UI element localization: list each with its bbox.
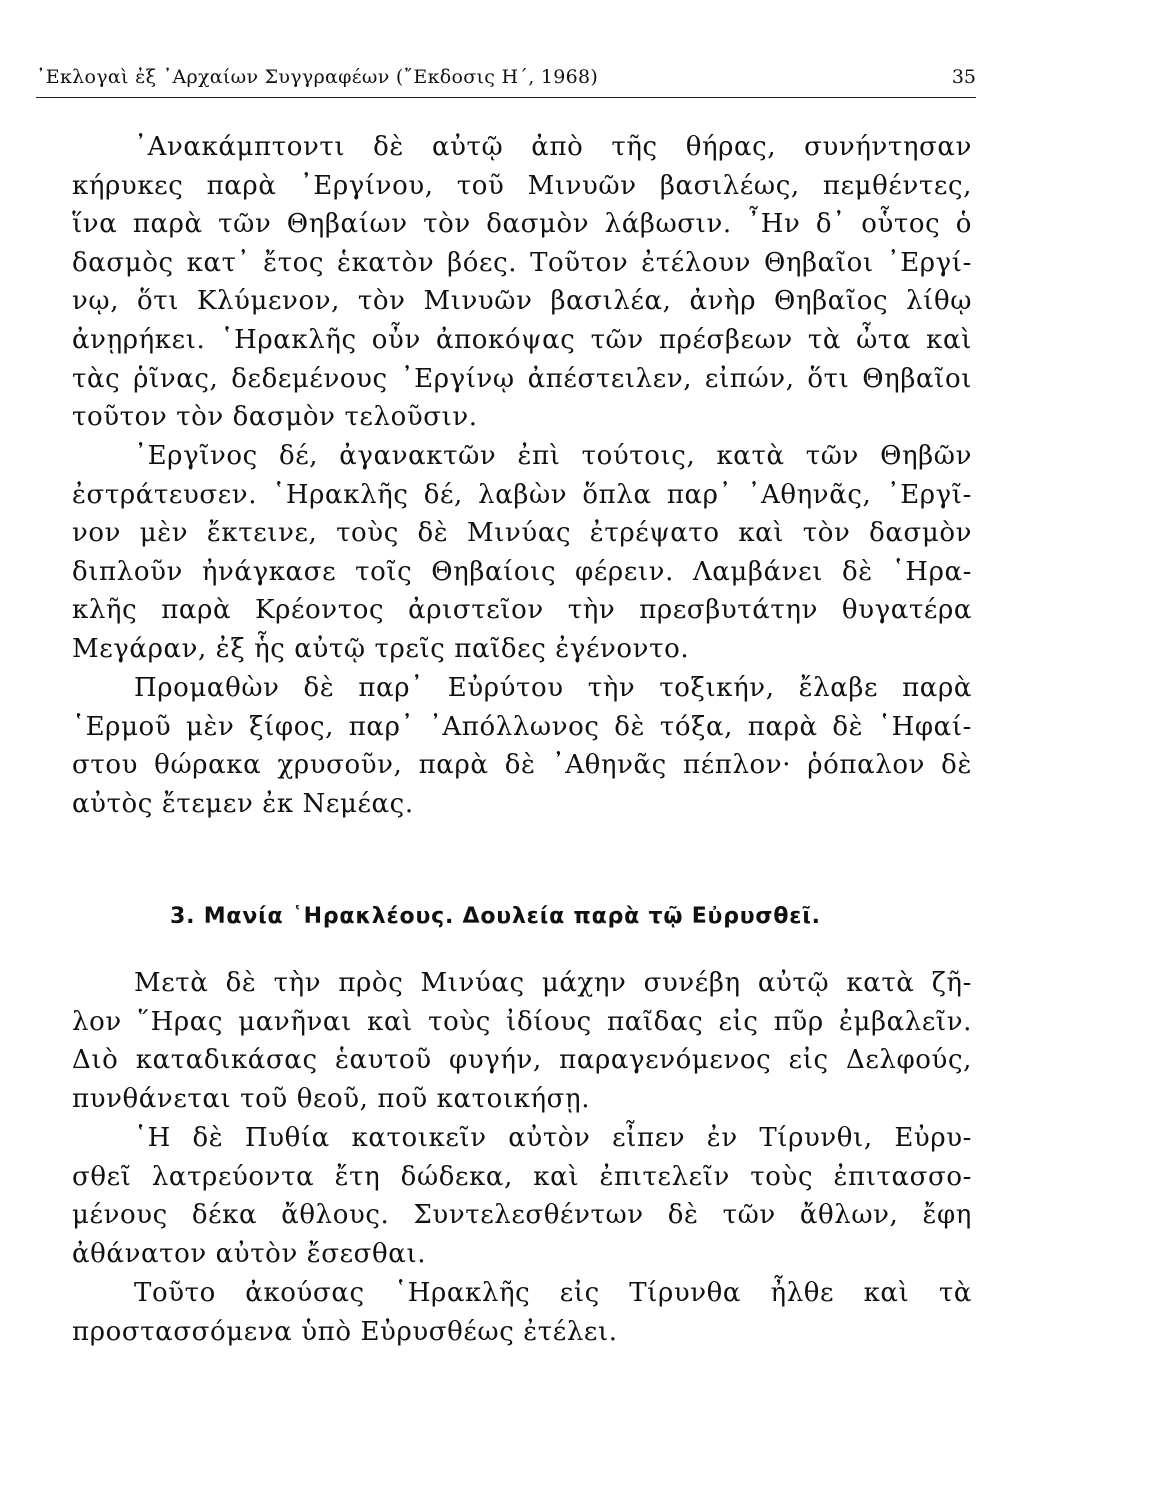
text-line: διπλοῦν ἠνάγκασε τοῖς Θηβαίοις φέρειν. Λαμβάνει δὲ ῾Ηρα- <box>72 556 972 587</box>
text-line: λον ῞Ηρας μανῆναι καὶ τοὺς ἰδίους παῖδας εἰς πῦρ ἐμβαλεῖν. <box>72 1006 972 1037</box>
text-line: Τοῦτο ἀκούσας ῾Ηρακλῆς εἰς Τίρυνθα ἦλθε καὶ τὰ <box>134 1278 972 1308</box>
text-line: νῳ, ὅτι Κλύμενον, τὸν Μινυῶν βασιλέα, ἀνὴρ Θηβαῖος λίθῳ <box>72 286 972 317</box>
text-line: στου θώρακα χρυσοῦν, παρὰ δὲ ᾿Αθηνᾶς πέπλον· ῥόπαλον δὲ <box>72 750 972 781</box>
text-line: Μεγάραν, ἐξ ἧς αὐτῷ τρεῖς παῖδες ἐγένοντο. <box>72 633 690 664</box>
text-line: ἐστράτευσεν. ῾Ηρακλῆς δέ, λαβὼν ὅπλα παρ᾿ ᾿Αθηνᾶς, ᾿Εργῖ- <box>72 479 972 510</box>
paragraph-2 <box>72 437 972 669</box>
running-header <box>36 60 976 96</box>
text-line: νον μὲν ἔκτεινε, τοὺς δὲ Μινύας ἐτρέψατο καὶ τὸν δασμὸν <box>72 518 972 549</box>
paragraph-4 <box>72 964 972 1118</box>
text-line: ῾Ερμοῦ μὲν ξίφος, παρ᾿ ᾿Απόλλωνος δὲ τόξα, παρὰ δὲ ῾Ηφαί- <box>72 711 972 742</box>
text-line: πυνθάνεται τοῦ θεοῦ, ποῦ κατοικήσῃ. <box>72 1083 591 1114</box>
text-line: Διὸ καταδικάσας ἑαυτοῦ φυγήν, παραγενόμενος εἰς Δελφούς, <box>72 1045 972 1076</box>
text-line: προστασσόμενα ὑπὸ Εὐρυσθέως ἐτέλει. <box>72 1316 618 1347</box>
text-line: μένους δέκα ἄθλους. Συντελεσθέντων δὲ τῶν ἄθλων, ἔφη <box>72 1200 972 1231</box>
text-line: αὐτὸς ἔτεμεν ἐκ Νεμέας. <box>72 788 414 819</box>
running-title: ᾿Εκλογαὶ ἐξ ᾿Αρχαίων Συγγραφέων (῎Εκδοσις Η΄, 1968) <box>36 66 599 88</box>
text-line: ῾Η δὲ Πυθία κατοικεῖν αὐτὸν εἶπεν ἐν Τίρυνθι, Εὐρυ- <box>134 1123 972 1153</box>
paragraph-6 <box>72 1274 972 1351</box>
text-line: Μετὰ δὲ τὴν πρὸς Μινύας μάχην συνέβη αὐτῷ κατὰ ζῆ- <box>134 968 972 998</box>
text-line: δασμὸς κατ᾿ ἔτος ἑκατὸν βόες. Τοῦτον ἐτέλουν Θηβαῖοι ᾿Εργί- <box>72 247 972 278</box>
text-line: ἀθάνατον αὐτὸν ἔσεσθαι. <box>72 1238 427 1269</box>
header-rule <box>36 97 976 98</box>
paragraph-3 <box>72 669 972 823</box>
text-line: κήρυκες παρὰ ᾿Εργίνου, τοῦ Μινυῶν βασιλέως, πεμθέντες, <box>72 170 972 201</box>
paragraph-1 <box>72 128 972 437</box>
text-line: τοῦτον τὸν δασμὸν τελοῦσιν. <box>72 402 478 433</box>
text-line: κλῆς παρὰ Κρέοντος ἀριστεῖον τὴν πρεσβυτάτην θυγατέρα <box>72 595 972 626</box>
page-number: 35 <box>951 66 976 88</box>
section-heading: 3. Μανία ῾Ηρακλέους. Δουλεία παρὰ τῷ Εὐρυσθεῖ. <box>170 904 821 929</box>
text-line: σθεῖ λατρεύοντα ἔτη δώδεκα, καὶ ἐπιτελεῖν τοὺς ἐπιτασσο- <box>72 1161 972 1192</box>
text-line: ἵνα παρὰ τῶν Θηβαίων τὸν δασμὸν λάβωσιν. ῏Ην δ᾿ οὗτος ὁ <box>72 209 972 240</box>
text-line: ᾿Ανακάμπτοντι δὲ αὐτῷ ἀπὸ τῆς θήρας, συνήντησαν <box>134 132 972 162</box>
text-line: Προμαθὼν δὲ παρ᾿ Εὐρύτου τὴν τοξικήν, ἔλαβε παρὰ <box>134 673 972 703</box>
text-line: ᾿Εργῖνος δέ, ἀγανακτῶν ἐπὶ τούτοις, κατὰ τῶν Θηβῶν <box>134 441 972 471</box>
text-line: τὰς ῥῖνας, δεδεμένους ᾿Εργίνῳ ἀπέστειλεν, εἰπών, ὅτι Θηβαῖοι <box>72 363 972 394</box>
paragraph-5 <box>72 1119 972 1273</box>
text-line: ἀνῃρήκει. ῾Ηρακλῆς οὖν ἀποκόψας τῶν πρέσβεων τὰ ὦτα καὶ <box>72 324 972 355</box>
